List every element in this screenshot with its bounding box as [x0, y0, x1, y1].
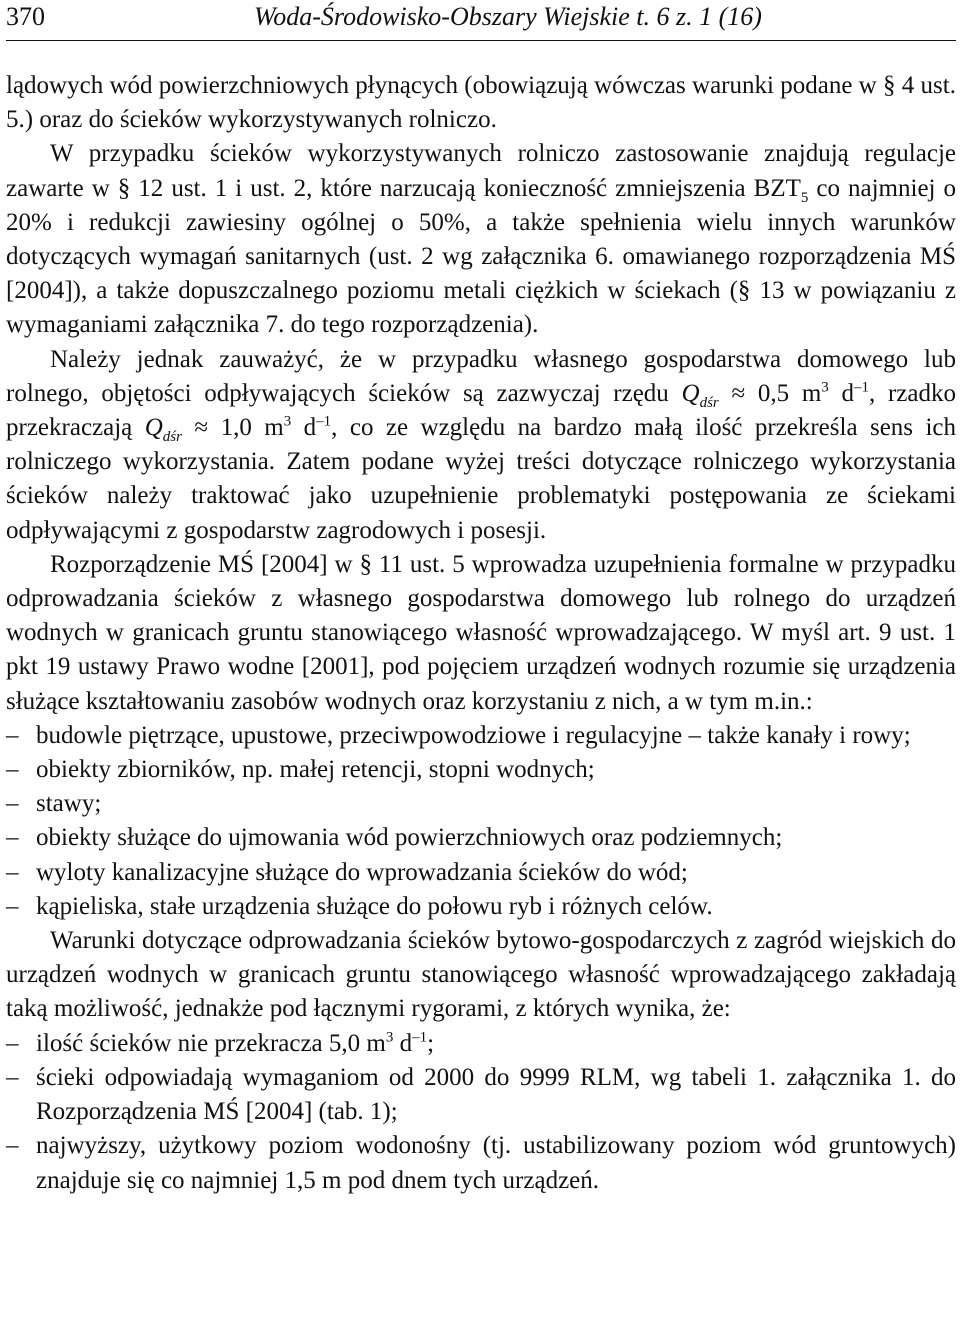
superscript: –1: [412, 1029, 428, 1046]
text-run: d: [393, 1029, 413, 1057]
paragraph-continuation: lądowych wód powierzchniowych płynących (obowiązują wówczas warunki podane w § 4 ust. 5.) oraz do ścieków wykorzystywanych rolniczo.: [6, 72, 956, 134]
list-item-text: obiekty służące do ujmowania wód powierzchniowych oraz podziemnych;: [36, 824, 783, 852]
list-item-text: najwyższy, użytkowy poziom wodonośny (tj. ustabilizowany poziom wód gruntowych) znajduje się co najmniej 1,5 m pod dnem tych urządzeń.: [36, 1132, 956, 1194]
list-item: [6, 821, 956, 855]
list-item: [6, 1129, 956, 1197]
dash-bullet: –: [6, 790, 19, 818]
list-item-text: wyloty kanalizacyjne służące do wprowadzania ścieków do wód;: [36, 858, 688, 886]
text-run: d: [828, 379, 855, 407]
subscript: 5: [800, 189, 809, 206]
list-item: [6, 890, 956, 924]
list-item-text: ścieki odpowiadają wymaganiom od 2000 do 9999 RLM, wg tabeli 1. załącznika 1. do Rozporządzenia MŚ [2004] (tab. 1);: [36, 1063, 956, 1126]
text-run: ≈ 1,0 m: [181, 414, 284, 442]
paragraph-regulations: [6, 137, 956, 342]
dash-bullet: –: [6, 721, 19, 749]
superscript: 3: [821, 379, 829, 396]
superscript: 3: [283, 413, 292, 430]
superscript: –1: [854, 379, 870, 396]
paragraph-volumes: [6, 343, 956, 548]
list-item: [6, 1061, 956, 1129]
dash-bullet: –: [6, 824, 19, 852]
flow-subscript: dśr: [162, 429, 182, 446]
water-devices-list: [6, 719, 956, 924]
list-item: [6, 1027, 956, 1061]
text-run: ilość ścieków nie przekracza 5,0 m: [36, 1029, 386, 1057]
paragraph-conditions: Warunki dotyczące odprowadzania ścieków bytowo-gospodarczych z zagród wiejskich do urządzeń wodnych w granicach gruntu stanowiącego własność wprowadzającego zakładają taką możliwość, jednakże pod łącznymi rygorami, z których wynika, że:: [6, 927, 956, 1023]
flow-symbol: Q: [681, 379, 700, 407]
dash-bullet: –: [6, 1063, 19, 1091]
text-run: co najmniej o 20% i redukcji zawiesiny ogólnej o 50%, a także spełnienia wielu innych warunków dotyczących wymagań sanitarnych (ust. 2 wg załącznika 6. omawianego rozporządzenia MŚ [2004]), a także dopuszczalnego poziomu metali ciężkich w ściekach (§ 13 w powiązaniu z wymaganiami załącznika 7. do tego rozporządzenia).: [6, 174, 957, 339]
list-item: [6, 719, 956, 753]
list-item-text: obiekty zbiorników, np. małej retencji, stopni wodnych;: [36, 756, 595, 784]
list-item-text: budowle piętrzące, upustowe, przeciwpowodziowe i regulacyjne – także kanały i rowy;: [36, 721, 911, 749]
text-run: , rzadko przekraczają: [6, 379, 956, 442]
body-text: [6, 69, 956, 1198]
dash-bullet: –: [6, 756, 19, 784]
list-item: [6, 856, 956, 890]
running-title: Woda-Środowisko-Obszary Wiejskie t. 6 z. 1 (16): [254, 2, 762, 31]
text-run: ;: [427, 1029, 435, 1057]
dash-bullet: –: [6, 1132, 19, 1160]
text-run: d: [291, 414, 317, 442]
dash-bullet: –: [6, 892, 19, 920]
list-item: [6, 753, 956, 787]
dash-bullet: –: [6, 858, 19, 886]
superscript: 3: [385, 1029, 394, 1046]
text-run: W przypadku ścieków wykorzystywanych rolniczo zastosowanie znajdują regulacje zawarte w § 12 ust. 1 i ust. 2, które narzucają konieczność zmniejszenia BZT: [6, 140, 956, 202]
page-number: 370: [6, 2, 45, 31]
text-run: ≈ 0,5 m: [718, 379, 822, 407]
flow-subscript: dśr: [699, 394, 719, 411]
paragraph-water-devices: Rozporządzenie MŚ [2004] w § 11 ust. 5 wprowadza uzupełnienia formalne w przypadku odprowadzania ścieków z własnego gospodarstwa domowego lub rolnego do urządzeń wodnych w granicach gruntu stanowiącego własność wprowadzającego. W myśl art. 9 ust. 1 pkt 19 ustawy Prawo wodne [2001], pod pojęciem urządzeń wodnych rozumie się urządzenia służące kształtowaniu zasobów wodnych oraz korzystaniu z nich, a w tym m.in.:: [6, 550, 956, 715]
page-header: [6, 0, 956, 41]
conditions-list: [6, 1027, 956, 1198]
flow-symbol: Q: [144, 414, 163, 442]
list-item: [6, 787, 956, 821]
text-run: , co ze względu na bardzo małą ilość przekreśla sens ich rolniczego wykorzystania. Zatem podane wyżej treści dotyczące rolniczego wykorzystania ścieków należy traktować jako uzupełnienie problematyki postępowania ze ściekami odpływającymi z gospodarstw zagrodowych i posesji.: [6, 414, 957, 544]
dash-bullet: –: [6, 1029, 19, 1057]
list-item-text: stawy;: [36, 790, 102, 818]
superscript: –1: [316, 413, 332, 430]
text-run: Należy jednak zauważyć, że w przypadku własnego gospodarstwa domowego lub rolnego, objętości odpływających ścieków są zazwyczaj rzędu: [6, 345, 956, 407]
list-item-text: kąpieliska, stałe urządzenia służące do połowu ryb i różnych celów.: [36, 892, 713, 920]
